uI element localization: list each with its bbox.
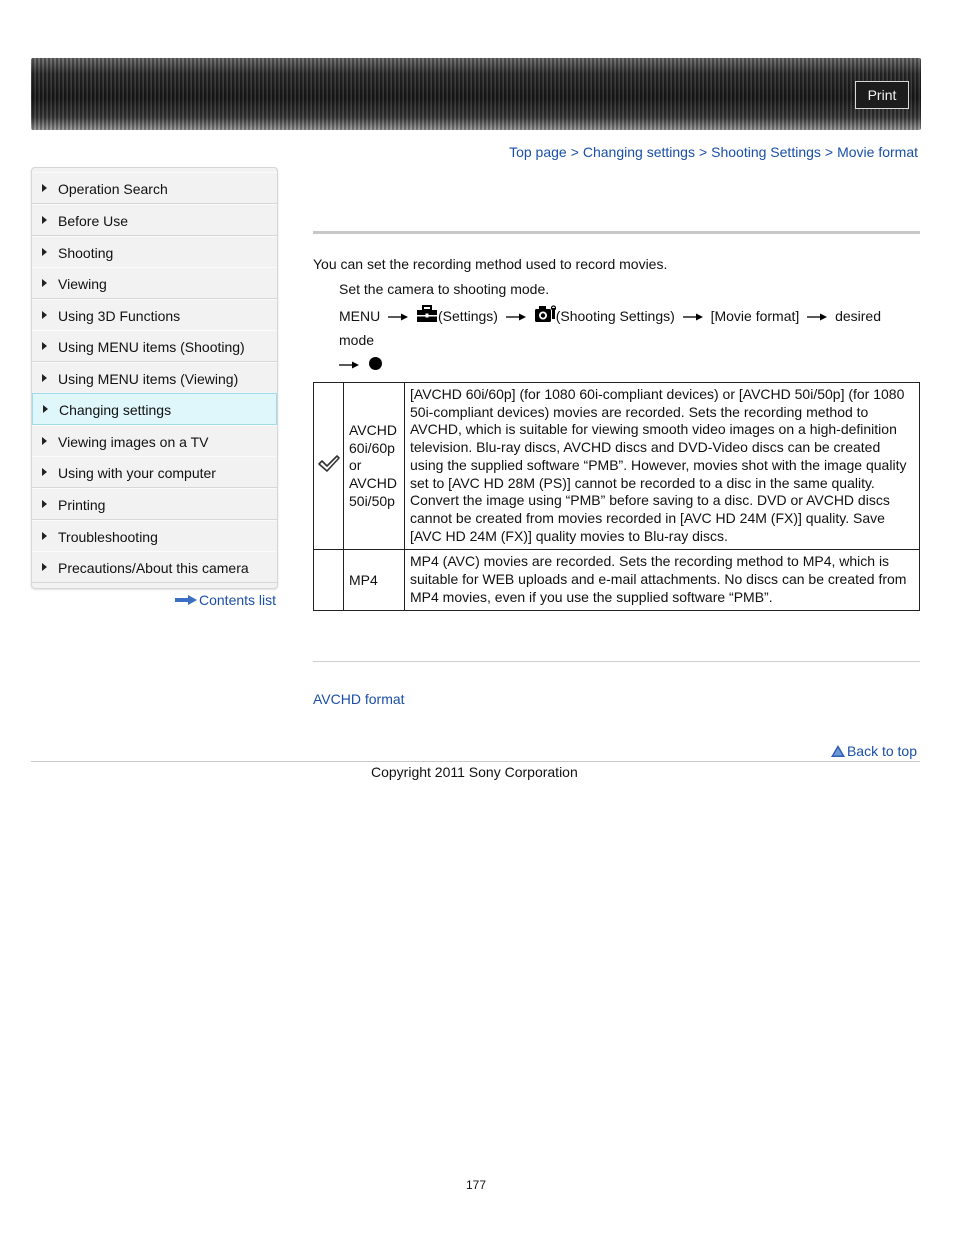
arrow-up-icon [831,745,845,757]
sidebar-item-label: Changing settings [59,402,172,418]
page-number: 177 [466,1178,487,1192]
breadcrumb-top-page[interactable]: Top page [509,144,567,160]
movie-format-table [313,382,920,611]
avchd-format-link[interactable]: AVCHD format [313,691,405,707]
arrow-right-icon [339,360,359,370]
step-text: Set the camera to shooting mode. [339,281,550,297]
breadcrumb-shooting-settings[interactable]: Shooting Settings [711,144,821,160]
contents-list-label: Contents list [199,592,277,608]
sidebar-item-label: Using with your computer [58,465,216,481]
camera-settings-icon [534,305,556,323]
back-to-top-link[interactable] [831,743,917,759]
back-to-top-label: Back to top [846,743,917,759]
sidebar-item-label: Troubleshooting [58,529,158,545]
sidebar-item-label: Operation Search [58,181,168,197]
contents-list-link[interactable] [175,592,276,608]
print-button[interactable]: Print [855,81,909,109]
breadcrumb-changing-settings[interactable]: Changing settings [582,144,695,160]
breadcrumb [509,144,918,160]
sidebar-item-before-use[interactable] [32,204,277,236]
arrow-right-icon [42,563,47,571]
table-cell-mode [344,550,405,611]
arrow-right-icon [42,500,47,508]
arrow-right-icon [42,311,47,319]
mode-name: 50i/50p [349,492,395,509]
sidebar-item-label: Printing [58,497,106,513]
sidebar-item-printing[interactable] [32,488,277,520]
sidebar-item-label: Before Use [58,213,129,229]
arrow-right-icon [506,312,526,322]
table-cell-icon [314,383,344,550]
table-cell-mode [344,383,405,550]
menu-label: MENU [339,308,381,324]
sidebar-nav [31,167,278,589]
mode-name: AVCHD [349,475,397,492]
arrow-right-icon [683,312,703,322]
arrow-right-icon [42,342,47,350]
sidebar-item-menu-viewing[interactable] [32,362,277,394]
sidebar-item-viewing-tv[interactable] [32,425,277,457]
arrow-right-icon [42,468,47,476]
center-button-icon [369,357,382,370]
section-divider [313,661,920,662]
breadcrumb-separator: > [698,144,708,160]
arrow-right-icon [42,374,47,382]
arrow-right-icon [42,437,47,445]
footer-divider [31,761,920,762]
arrow-right-icon [807,312,827,322]
arrow-right-icon [42,248,47,256]
sidebar-item-troubleshooting[interactable] [32,520,277,552]
settings-label: (Settings) [438,308,498,324]
copyright-text: Copyright 2011 Sony Corporation [371,764,578,780]
arrow-right-icon [388,312,408,322]
sidebar-item-precautions[interactable] [32,551,277,583]
arrow-right-icon [42,216,47,224]
sidebar-item-label: Viewing images on a TV [58,434,209,450]
arrow-right-icon [42,532,47,540]
table-cell-description: [AVCHD 60i/60p] (for 1080 60i-compliant devices) or [AVCHD 50i/50p] (for 1080 50i-compliant devices) movies are recorded. Sets the recording method to AVCHD, which is suitable for viewing smooth video images on a high-definition television. Blu-ray discs, AVCHD discs and DVD-Video discs can be created using the supplied software “PMB”. However, movies shot with the image quality set to [AVC HD 28M (PS)] cannot be recorded to a disc in the same quality. Convert the image using “PMB” before saving to a disc. DVD or AVCHD discs cannot be created from movies recorded in [AVC HD 24M (FX)] quality. Save [AVC HD 24M (FX)] quality movies to Blu-ray discs. [405,383,920,550]
sidebar-item-label: Using MENU items (Shooting) [58,339,245,355]
sidebar-item-operation-search[interactable] [32,172,277,204]
sidebar-item-label: Precautions/About this camera [58,560,249,576]
table-row [314,383,920,550]
toolbox-icon [416,305,438,323]
arrow-right-icon [175,595,197,605]
checkmark-icon [318,455,340,473]
arrow-right-icon [42,279,47,287]
sidebar-item-changing-settings[interactable] [32,393,277,425]
header-banner [31,58,921,130]
sidebar-item-menu-shooting[interactable] [32,330,277,362]
intro-text: You can set the recording method used to record movies. [313,256,668,272]
table-cell-description: MP4 (AVC) movies are recorded. Sets the recording method to MP4, which is suitable for WEB uploads and e-mail attachments. No discs can be created from MP4 movies, even if you use the supplied software “PMB”. [405,550,920,611]
table-row [314,550,920,611]
sidebar-item-computer[interactable] [32,456,277,488]
sidebar-item-label: Shooting [58,245,114,261]
sidebar-item-label: Using MENU items (Viewing) [58,371,239,387]
desired-mode-label: desired mode [339,308,881,348]
mode-name: 60i/60p [349,439,395,456]
breadcrumb-separator: > [570,144,579,160]
menu-path [339,304,919,376]
sidebar-item-shooting[interactable] [32,236,277,268]
arrow-right-icon [42,184,47,192]
mode-name: MP4 [349,571,378,588]
sidebar-item-viewing[interactable] [32,267,277,299]
shooting-settings-label: (Shooting Settings) [555,308,675,324]
movie-format-label: [Movie format] [710,308,800,324]
sidebar-item-label: Using 3D Functions [58,308,181,324]
mode-name: AVCHD [349,421,397,438]
breadcrumb-separator: > [824,144,834,160]
title-divider [313,231,920,234]
arrow-right-icon [43,405,48,413]
mode-name: or [349,457,362,474]
sidebar-item-label: Viewing [58,276,107,292]
breadcrumb-movie-format[interactable]: Movie format [837,144,918,160]
sidebar-item-3d-functions[interactable] [32,299,277,331]
table-cell-icon [314,550,344,611]
